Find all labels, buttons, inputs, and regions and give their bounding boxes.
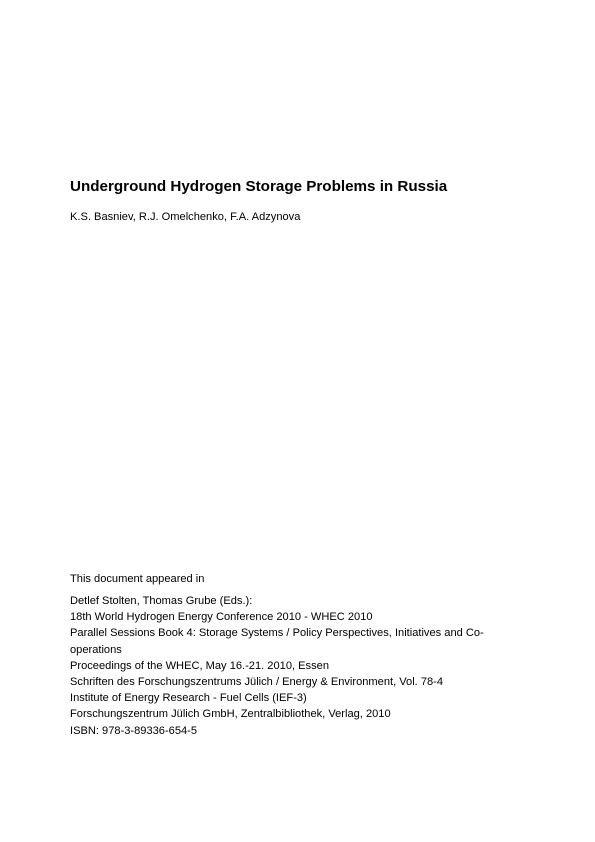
isbn-line: ISBN: 978-3-89336-654-5 <box>70 724 198 737</box>
conference-line: 18th World Hydrogen Energy Conference 2010 - WHEC 2010 <box>70 611 373 624</box>
paper-authors: K.S. Basniev, R.J. Omelchenko, F.A. Adzynova <box>70 211 301 223</box>
paper-title: Underground Hydrogen Storage Problems in Russia <box>70 178 448 195</box>
editors-line: Detlef Stolten, Thomas Grube (Eds.): <box>70 595 253 607</box>
institute-line: Institute of Energy Research - Fuel Cells (IEF-3) <box>70 692 307 705</box>
publication-details <box>70 593 532 739</box>
appeared-in-label: This document appeared in <box>70 573 205 585</box>
publisher-line: Forschungszentrum Jülich GmbH, Zentralbibliothek, Verlag, 2010 <box>70 708 391 721</box>
book-line: Parallel Sessions Book 4: Storage Systems / Policy Perspectives, Initiatives and Co-operations <box>70 627 484 656</box>
series-line: Schriften des Forschungszentrums Jülich / Energy & Environment, Vol. 78-4 <box>70 676 444 689</box>
proceedings-line: Proceedings of the WHEC, May 16.-21. 2010, Essen <box>70 659 329 672</box>
